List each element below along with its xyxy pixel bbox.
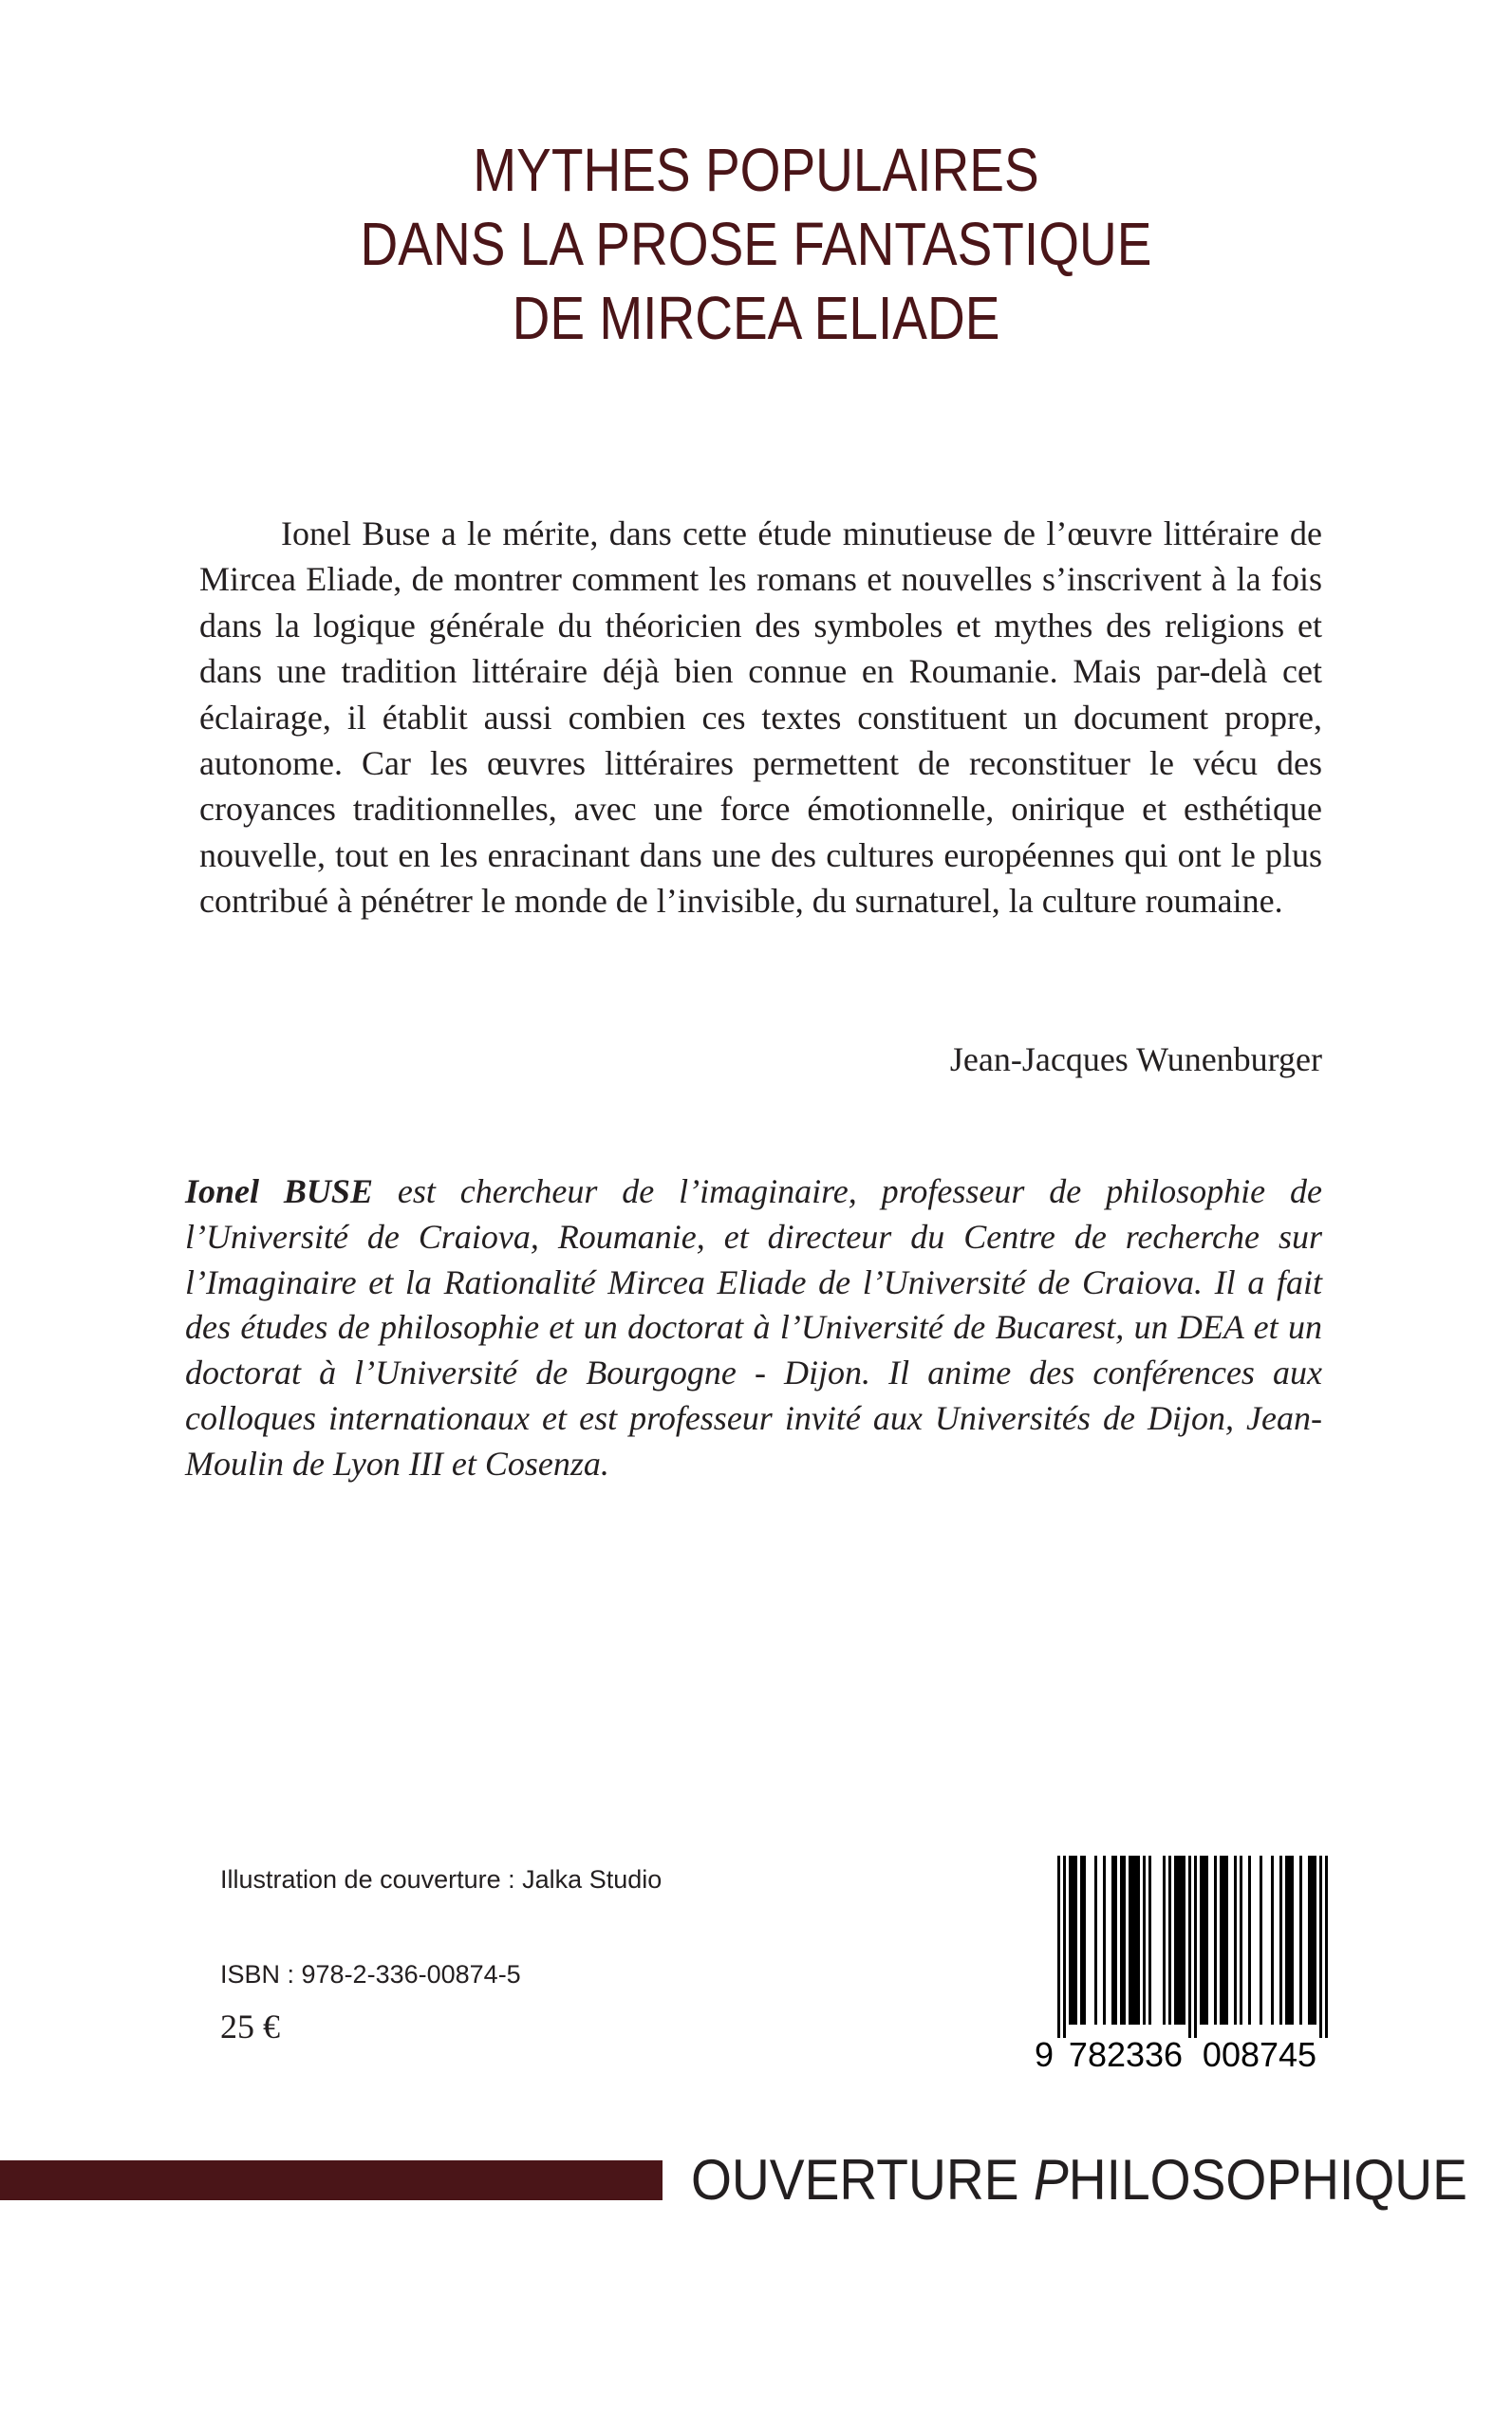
barcode-bar: [1260, 1856, 1262, 2025]
barcode-graphic: [1033, 1856, 1355, 2074]
barcode-bar: [1080, 1856, 1086, 2025]
barcode-bar: [1248, 1856, 1251, 2025]
series-name: [691, 2147, 1467, 2214]
barcode-right-digits: 008745: [1202, 2035, 1317, 2074]
author-bio-text: est chercheur de l’imaginaire, professeur de philosophie de l’Université de Craiova, Roumanie, et directeur du Centre de recherche sur l’Imaginaire et la Rationalité Mircea Eliade de l’Université de Craiova. Il a fait des études de philosophie et un doctorat à l’Université de Bucarest, un DEA et un doctorat à l’Université de Bourgogne - Dijon. Il anime des conférences aux colloques internationaux et est professeur invité aux Universités de Dijon, Jean-Moulin de Lyon III et Cosenza.: [185, 1172, 1323, 1483]
barcode-bar: [1234, 1856, 1237, 2025]
barcode-bar: [1111, 1856, 1117, 2025]
barcode-bar: [1120, 1856, 1126, 2025]
barcode-bar: [1168, 1856, 1171, 2025]
barcode-bar: [1094, 1856, 1097, 2025]
blurb-signature: Jean-Jacques Wunenburger: [949, 1040, 1322, 1078]
barcode-guard-bar: [1319, 1856, 1322, 2038]
series-accent-bar: [0, 2160, 663, 2200]
barcode-guard-bar: [1057, 1856, 1060, 2038]
series-prefix: OUVERTURE: [691, 2148, 1034, 2212]
barcode-bar: [1200, 1856, 1208, 2025]
barcode-guard-bar: [1188, 1856, 1191, 2038]
barcode-bar: [1308, 1856, 1316, 2025]
title-line-2: DANS LA PROSE FANTASTIQUE: [360, 210, 1152, 278]
barcode-bar: [1148, 1856, 1151, 2025]
barcode-bar: [1103, 1856, 1106, 2025]
barcode-bar: [1271, 1856, 1274, 2025]
barcode-bar: [1214, 1856, 1217, 2025]
title-line-3: DE MIRCEA ELIADE: [512, 284, 1000, 352]
isbn-barcode: [1033, 1856, 1355, 2074]
barcode-guard-bar: [1063, 1856, 1066, 2038]
isbn-label: ISBN : 978-2-336-00874-5: [220, 1960, 521, 1989]
barcode-bar: [1143, 1856, 1146, 2025]
barcode-guard-bar: [1325, 1856, 1328, 2038]
book-title: [106, 133, 1407, 355]
series-italic-letter: P: [1033, 2148, 1069, 2212]
barcode-bar: [1163, 1856, 1166, 2025]
barcode-bar: [1285, 1856, 1294, 2025]
barcode-guard-bar: [1194, 1856, 1197, 2038]
barcode-bar: [1174, 1856, 1185, 2025]
barcode-bar: [1129, 1856, 1140, 2025]
barcode-left-digits: 782336: [1068, 2035, 1184, 2074]
series-suffix: HILOSOPHIQUE: [1068, 2148, 1467, 2212]
barcode-bar: [1299, 1856, 1302, 2025]
barcode-bar: [1069, 1856, 1077, 2025]
illustration-credit: Illustration de couverture : Jalka Studio: [220, 1865, 663, 1894]
author-bio: [185, 1169, 1322, 1487]
blurb-paragraph: Ionel Buse a le mérite, dans cette étude minutieuse de l’œuvre littéraire de Mircea Eliade, de montrer comment les romans et nouvelles s’inscrivent à la fois dans la logique générale du théoricien des symboles et mythes des religions et dans une tradition littéraire déjà bien connue en Roumanie. Mais par-delà cet éclairage, il établit aussi combien ces textes constituent un document propre, autonome. Car les œuvres littéraires permettent de reconstituer le vécu des croyances traditionnelles, avec une force émotionnelle, onirique et esthétique nouvelle, tout en les enracinant dans une des cultures européennes qui ont le plus contribué à pénétrer le monde de l’invisible, du surnaturel, la culture roumaine.: [199, 514, 1322, 921]
barcode-bar: [1220, 1856, 1228, 2025]
barcode-bar: [1279, 1856, 1282, 2025]
barcode-first-digit: 9: [1034, 2035, 1055, 2074]
title-line-1: MYTHES POPULAIRES: [473, 136, 1039, 204]
barcode-bar: [1240, 1856, 1242, 2025]
price-label: 25 €: [220, 2008, 280, 2046]
author-name: Ionel BUSE: [185, 1172, 373, 1210]
